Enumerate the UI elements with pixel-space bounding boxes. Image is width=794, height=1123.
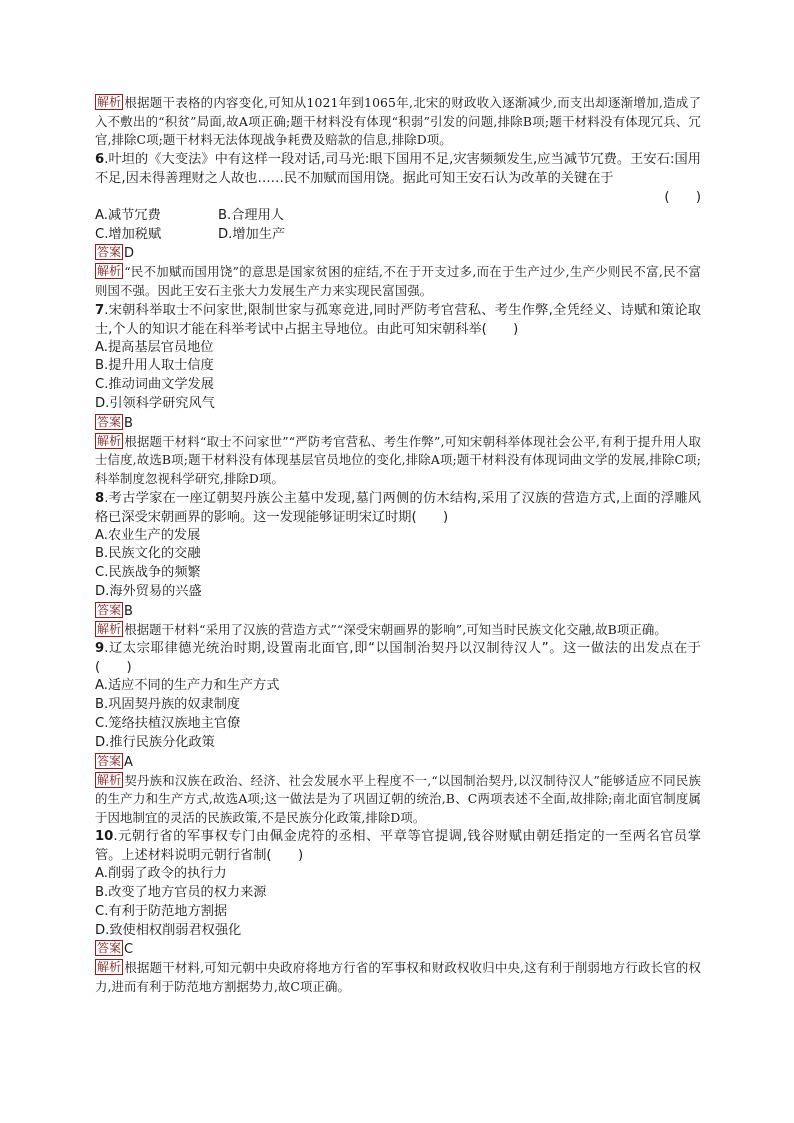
explanation-tag: 解析 (97, 433, 122, 448)
answer-tag: 答案 (97, 602, 122, 617)
explanation-tag: 解析 (97, 95, 122, 109)
option-a: A.减节冗费 (95, 207, 161, 223)
explanation-tag: 解析 (97, 621, 122, 636)
question-stem: 6.叶坦的《大变法》中有这样一段对话,司马光:眼下国用不足,灾害频频发生,应当减节冗费。王安石:国用不足,因未得善理财之人故也……民不加赋而国用饶。据此可知王安石认为改革的关键在于 (95, 151, 701, 186)
option-c: C.有利于防范地方割据 (95, 903, 228, 919)
option-d: D.推行民族分化政策 (95, 734, 215, 750)
answer-value: B (124, 603, 133, 619)
answer-line (95, 940, 701, 959)
option-b: B.改变了地方官员的权力来源 (95, 885, 267, 901)
option-d: D.引领科学研究风气 (95, 395, 215, 411)
question-9 (95, 639, 701, 827)
option-b: B.合理用人 (218, 207, 284, 223)
exam-page (95, 94, 701, 997)
answer-line (95, 753, 701, 772)
question-7 (95, 301, 701, 489)
answer-tag: 答案 (97, 245, 122, 260)
option-c: C.笼络扶植汉族地主官僚 (95, 715, 241, 731)
option-a: A.适应不同的生产力和生产方式 (95, 678, 280, 694)
answer-tag: 答案 (97, 753, 122, 768)
question-stem: 8.考古学家在一座辽朝契丹族公主墓中发现,墓门两侧的仿木结构,采用了汉族的营造方式,上面的浮雕风格已深受宋朝画界的影响。这一发现能够证明宋辽时期( ) (95, 490, 701, 525)
question-stem: 10.元朝行省的军事权专门由佩金虎符的丞相、平章等官提调,钱谷财赋由朝廷指定的一至两名官员掌管。上述材料说明元朝行省制( ) (95, 829, 701, 864)
answer-line (95, 602, 701, 621)
explanation: 解析 根据题干材料,可知元朝中央政府将地方行省的军事权和财政权收归中央,这有利于削弱地方行政长官的权力,进而有利于防范地方割据势力,故C项正确。 (95, 960, 701, 995)
option-b: B.民族文化的交融 (95, 546, 201, 562)
option-d: D.增加生产 (218, 226, 286, 242)
question-10 (95, 827, 701, 996)
answer-value: B (124, 415, 133, 431)
question-stem: 7.宋朝科举取士不问家世,限制世家与孤寒竞进,同时严防考官营私、考生作弊,全凭经义、诗赋和策论取士,个人的知识才能在科举考试中占据主导地位。由此可知宋朝科举( ) (95, 302, 701, 337)
option-a: A.提高基层官员地位 (95, 339, 214, 355)
options-row (95, 226, 701, 245)
option-a: A.削弱了政令的执行力 (95, 866, 227, 882)
answer-value: A (124, 754, 133, 770)
explanation-tag: 解析 (97, 264, 122, 279)
answer-line (95, 414, 701, 433)
answer-tag: 答案 (97, 414, 122, 429)
question-6 (95, 150, 701, 301)
option-a: A.农业生产的发展 (95, 527, 201, 543)
answer-tag: 答案 (97, 941, 122, 956)
answer-value: C (124, 942, 134, 958)
explanation: 解析 “民不加赋而国用饶”的意思是国家贫困的症结,不在于开支过多,而在于生产过少,生产少则民不富,民不富则国不强。因此王安石主张大力发展生产力来实现民富国强。 (95, 264, 701, 298)
option-c: C.推动词曲文学发展 (95, 377, 214, 393)
option-b: B.提升用人取士信度 (95, 358, 214, 374)
explanation-tag: 解析 (97, 960, 122, 975)
option-d: D.致使相权削弱君权强化 (95, 922, 242, 938)
answer-value: D (124, 246, 135, 262)
option-d: D.海外贸易的兴盛 (95, 583, 202, 599)
answer-blank: ( ) (664, 189, 701, 205)
question-8 (95, 489, 701, 640)
explanation-tag: 解析 (97, 772, 122, 787)
option-b: B.巩固契丹族的奴隶制度 (95, 697, 241, 713)
explanation: 解析 契丹族和汉族在政治、经济、社会发展水平上程度不一,“以国制治契丹,以汉制待汉人”能够适应不同民族的生产力和生产方式,故选A项;这一做法是为了巩固辽朝的统治,B、C两项表述不全面,故排除;南北面官制度属于因地制宜的灵活的民族政策,不是民族分化政策,排除D项。 (95, 772, 701, 825)
explanation: 解析 根据题干材料“取士不问家世”“严防考官营私、考生作弊”,可知宋朝科举体现社会公平,有利于提升用人取士信度,故选B项;题干材料没有体现基层官员地位的变化,排除A项;题干材料没有体现词曲文学的发展,排除C项;科举制度忽视科学研究,排除D项。 (95, 433, 701, 486)
lead-explanation: 解析 根据题干表格的内容变化,可知从1021年到1065年,北宋的财政收入逐渐减少,而支出却逐渐增加,造成了入不敷出的“积贫”局面,故A项正确;题干材料没有体现“积弱”引发的问题,排除B项;题干材料没有体现冗兵、冗官,排除C项;题干材料无法体现战争耗费及赔款的信息,排除D项。 (95, 95, 701, 148)
option-c: C.民族战争的频繁 (95, 565, 201, 581)
options-row (95, 207, 701, 226)
option-c: C.增加税赋 (95, 226, 162, 242)
answer-line (95, 244, 701, 263)
explanation: 解析 根据题干材料“采用了汉族的营造方式”“深受宋朝画界的影响”,可知当时民族文化交融,故B项正确。 (97, 621, 667, 637)
question-stem: 9.辽太宗耶律德光统治时期,设置南北面官,即“以国制治契丹以汉制待汉人”。这一做法的出发点在于( ) (95, 641, 701, 676)
